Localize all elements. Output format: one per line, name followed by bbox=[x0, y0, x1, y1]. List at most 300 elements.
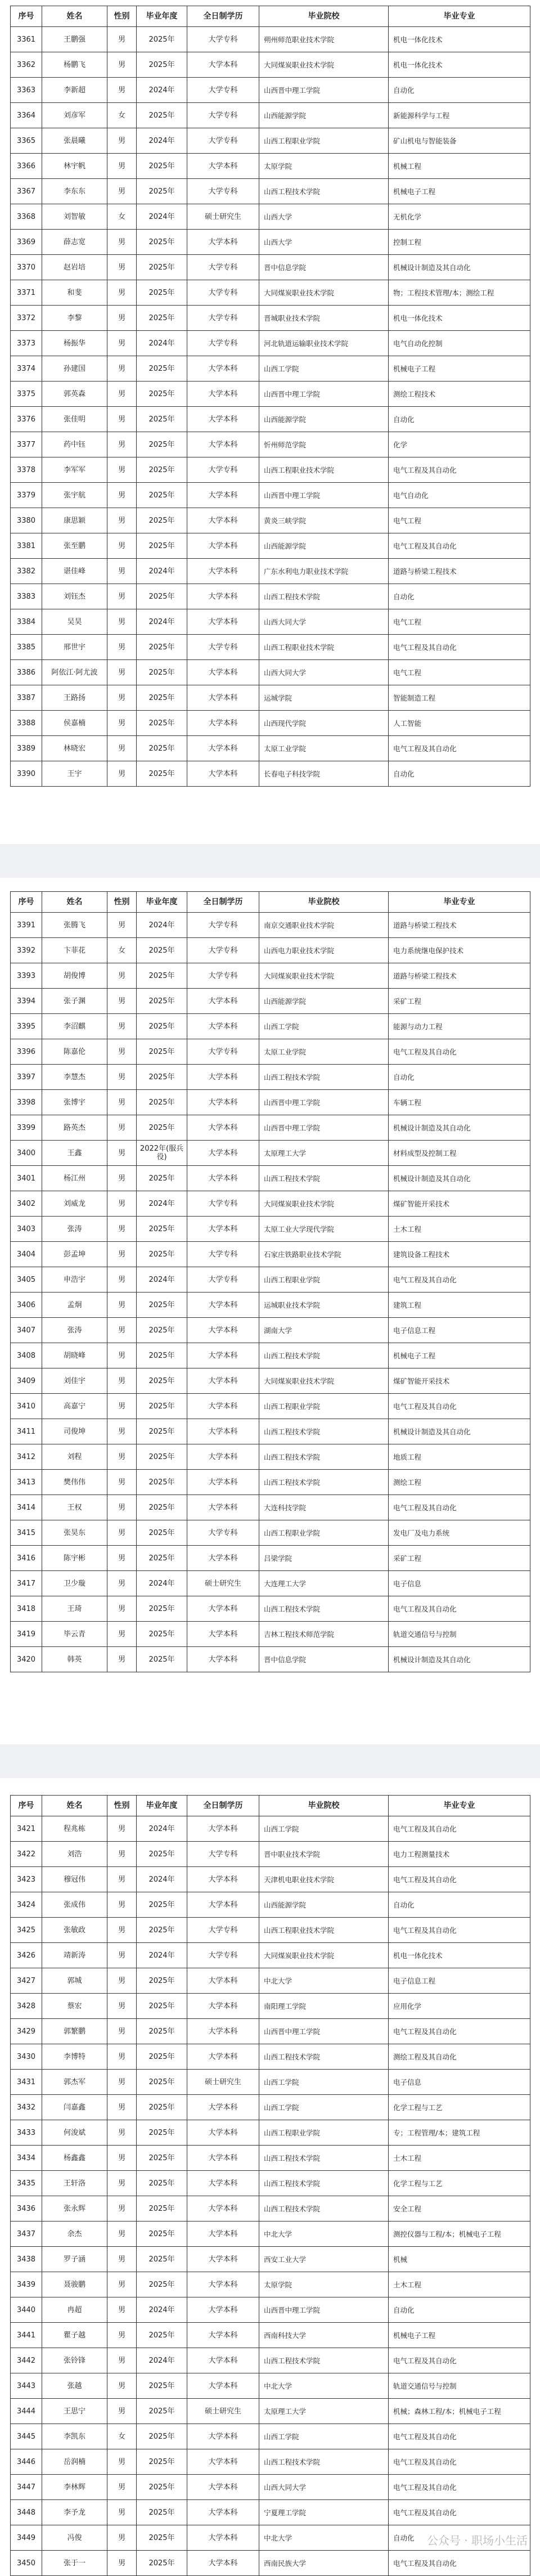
table-row bbox=[11, 2297, 530, 2323]
cell-number: 3443 bbox=[11, 2373, 42, 2399]
cell-major: 土木工程 bbox=[389, 1217, 530, 1242]
cell-major: 机械设计制造及其自动化 bbox=[389, 1647, 530, 1672]
cell-school: 运城职业技术学院 bbox=[259, 1293, 389, 1318]
cell-major: 机械设计制造及其自动化 bbox=[389, 255, 530, 280]
cell-education: 大学本科 bbox=[187, 2323, 259, 2348]
cell-education: 大学专科 bbox=[187, 306, 259, 331]
cell-major: 矿山机电与智能装备 bbox=[389, 128, 530, 154]
cell-name: 杨江州 bbox=[42, 1166, 107, 1191]
cell-number: 3398 bbox=[11, 1090, 42, 1115]
cell-major: 轨道交通信号与控制 bbox=[389, 2373, 530, 2399]
cell-name: 张腾飞 bbox=[42, 913, 107, 938]
cell-grad-year: 2025年 bbox=[137, 1842, 187, 1867]
cell-school: 山西工程职业技术学院 bbox=[259, 457, 389, 483]
cell-major: 自动化 bbox=[389, 584, 530, 609]
cell-gender: 男 bbox=[107, 736, 137, 761]
cell-grad-year: 2025年 bbox=[137, 2070, 187, 2095]
cell-grad-year: 2024年 bbox=[137, 559, 187, 584]
cell-name: 赵岩培 bbox=[42, 255, 107, 280]
cell-education: 大学本科 bbox=[187, 1994, 259, 2019]
cell-school: 太原理工大学 bbox=[259, 2399, 389, 2424]
cell-school: 山西能源学院 bbox=[259, 989, 389, 1014]
cell-school: 山西晋中理工学院 bbox=[259, 2297, 389, 2323]
cell-education: 大学专科 bbox=[187, 1242, 259, 1267]
cell-education: 大学本科 bbox=[187, 1368, 259, 1394]
cell-name: 和斐 bbox=[42, 280, 107, 306]
cell-grad-year: 2025年 bbox=[137, 1622, 187, 1647]
cell-major: 电子信息工程 bbox=[389, 1968, 530, 1994]
cell-name: 李林辉 bbox=[42, 2475, 107, 2500]
cell-gender: 男 bbox=[107, 1867, 137, 1892]
cell-major: 电气自动化控制 bbox=[389, 331, 530, 356]
table-row bbox=[11, 1191, 530, 1217]
cell-school: 吕梁学院 bbox=[259, 1546, 389, 1571]
cell-school: 宁夏理工学院 bbox=[259, 2500, 389, 2525]
table-row bbox=[11, 1141, 530, 1166]
cell-grad-year: 2025年 bbox=[137, 1994, 187, 2019]
roster-table bbox=[10, 1795, 530, 2576]
cell-grad-year: 2025年 bbox=[137, 255, 187, 280]
cell-number: 3428 bbox=[11, 1994, 42, 2019]
cell-gender: 男 bbox=[107, 2373, 137, 2399]
table-row bbox=[11, 1039, 530, 1065]
column-header: 全日制学历 bbox=[187, 6, 259, 27]
cell-education: 大学专科 bbox=[187, 457, 259, 483]
cell-grad-year: 2022年(服兵役) bbox=[137, 1141, 187, 1166]
cell-grad-year: 2024年 bbox=[137, 2297, 187, 2323]
cell-education: 大学本科 bbox=[187, 711, 259, 736]
cell-gender: 女 bbox=[107, 103, 137, 128]
cell-number: 3374 bbox=[11, 356, 42, 382]
cell-number: 3433 bbox=[11, 2120, 42, 2146]
cell-number: 3399 bbox=[11, 1115, 42, 1141]
page-gap bbox=[0, 1744, 540, 1778]
cell-number: 3449 bbox=[11, 2525, 42, 2551]
cell-major: 应用化学 bbox=[389, 1994, 530, 2019]
cell-name: 闫嘉鑫 bbox=[42, 2095, 107, 2120]
watermark-text: 公众号 · 职场小生活 bbox=[426, 2534, 528, 2547]
cell-major: 自动化 bbox=[389, 1892, 530, 1918]
cell-name: 郭杰军 bbox=[42, 2070, 107, 2095]
cell-grad-year: 2025年 bbox=[137, 1318, 187, 1343]
cell-number: 3387 bbox=[11, 685, 42, 711]
cell-major: 自动化 bbox=[389, 761, 530, 787]
cell-gender: 男 bbox=[107, 128, 137, 154]
column-header: 序号 bbox=[11, 1796, 42, 1816]
cell-school: 运城学院 bbox=[259, 685, 389, 711]
cell-gender: 男 bbox=[107, 1090, 137, 1115]
roster-table bbox=[10, 6, 530, 787]
cell-gender: 男 bbox=[107, 78, 137, 103]
cell-education: 大学本科 bbox=[187, 230, 259, 255]
cell-major: 电气工程及其自动化 bbox=[389, 1267, 530, 1293]
cell-number: 3373 bbox=[11, 331, 42, 356]
cell-grad-year: 2025年 bbox=[137, 179, 187, 204]
cell-name: 靖新涛 bbox=[42, 1943, 107, 1968]
cell-grad-year: 2025年 bbox=[137, 1242, 187, 1267]
cell-grad-year: 2025年 bbox=[137, 407, 187, 432]
cell-grad-year: 2025年 bbox=[137, 1343, 187, 1368]
cell-grad-year: 2025年 bbox=[137, 1470, 187, 1495]
cell-school: 晋中信息学院 bbox=[259, 1647, 389, 1672]
table-row bbox=[11, 1647, 530, 1672]
cell-number: 3365 bbox=[11, 128, 42, 154]
cell-major: 机械工程 bbox=[389, 154, 530, 179]
cell-school: 山西晋中理工学院 bbox=[259, 483, 389, 508]
table-row bbox=[11, 128, 530, 154]
cell-name: 李东东 bbox=[42, 179, 107, 204]
cell-education: 大学本科 bbox=[187, 1867, 259, 1892]
cell-education: 大学专科 bbox=[187, 27, 259, 52]
cell-education: 大学本科 bbox=[187, 2272, 259, 2297]
cell-school: 中北大学 bbox=[259, 1968, 389, 1994]
cell-education: 大学专科 bbox=[187, 1039, 259, 1065]
cell-school: 山西大同大学 bbox=[259, 2475, 389, 2500]
cell-grad-year: 2025年 bbox=[137, 1495, 187, 1520]
cell-school: 山西工程技术学院 bbox=[259, 584, 389, 609]
cell-number: 3364 bbox=[11, 103, 42, 128]
cell-number: 3419 bbox=[11, 1622, 42, 1647]
cell-gender: 男 bbox=[107, 989, 137, 1014]
column-header: 毕业院校 bbox=[259, 6, 389, 27]
cell-grad-year: 2025年 bbox=[137, 1968, 187, 1994]
cell-school: 山西晋中理工学院 bbox=[259, 78, 389, 103]
cell-name: 李新超 bbox=[42, 78, 107, 103]
table-row bbox=[11, 1520, 530, 1546]
table-row bbox=[11, 2272, 530, 2297]
cell-number: 3382 bbox=[11, 559, 42, 584]
cell-education: 大学本科 bbox=[187, 1115, 259, 1141]
cell-major: 机电一体化技术 bbox=[389, 1943, 530, 1968]
table-row bbox=[11, 2222, 530, 2247]
cell-name: 刘浩 bbox=[42, 1842, 107, 1867]
cell-grad-year: 2024年 bbox=[137, 1191, 187, 1217]
cell-major: 测绘工程技术 bbox=[389, 382, 530, 407]
cell-education: 大学本科 bbox=[187, 533, 259, 559]
cell-school: 山西大同大学 bbox=[259, 609, 389, 635]
cell-grad-year: 2025年 bbox=[137, 382, 187, 407]
cell-gender: 男 bbox=[107, 1470, 137, 1495]
cell-number: 3441 bbox=[11, 2323, 42, 2348]
cell-number: 3400 bbox=[11, 1141, 42, 1166]
column-header: 毕业院校 bbox=[259, 892, 389, 913]
cell-gender: 男 bbox=[107, 2120, 137, 2146]
cell-education: 大学专科 bbox=[187, 635, 259, 660]
cell-number: 3436 bbox=[11, 2196, 42, 2222]
cell-education: 大学本科 bbox=[187, 1470, 259, 1495]
table-row bbox=[11, 2348, 530, 2373]
cell-number: 3447 bbox=[11, 2475, 42, 2500]
cell-school: 山西工程技术学院 bbox=[259, 1444, 389, 1470]
cell-school: 黄炎三峡学院 bbox=[259, 508, 389, 533]
cell-gender: 男 bbox=[107, 1994, 137, 2019]
cell-gender: 男 bbox=[107, 1842, 137, 1867]
cell-gender: 男 bbox=[107, 306, 137, 331]
cell-school: 山西工学院 bbox=[259, 1816, 389, 1842]
cell-grad-year: 2025年 bbox=[137, 1647, 187, 1672]
cell-number: 3423 bbox=[11, 1867, 42, 1892]
cell-name: 卫少璇 bbox=[42, 1571, 107, 1596]
cell-major: 机电一体化技术 bbox=[389, 52, 530, 78]
cell-school: 山西能源学院 bbox=[259, 1892, 389, 1918]
cell-gender: 男 bbox=[107, 913, 137, 938]
cell-number: 3376 bbox=[11, 407, 42, 432]
cell-grad-year: 2025年 bbox=[137, 1918, 187, 1943]
cell-major: 采矿工程 bbox=[389, 1546, 530, 1571]
cell-education: 大学专科 bbox=[187, 78, 259, 103]
cell-gender: 男 bbox=[107, 1242, 137, 1267]
cell-grad-year: 2025年 bbox=[137, 2323, 187, 2348]
cell-gender: 男 bbox=[107, 356, 137, 382]
table-row bbox=[11, 2095, 530, 2120]
cell-name: 刘智敏 bbox=[42, 204, 107, 230]
table-row bbox=[11, 154, 530, 179]
cell-education: 大学本科 bbox=[187, 1014, 259, 1039]
cell-gender: 男 bbox=[107, 230, 137, 255]
cell-name: 刘钰杰 bbox=[42, 584, 107, 609]
cell-gender: 男 bbox=[107, 2551, 137, 2576]
cell-gender: 男 bbox=[107, 609, 137, 635]
table-row bbox=[11, 407, 530, 432]
cell-gender: 男 bbox=[107, 533, 137, 559]
cell-education: 大学本科 bbox=[187, 1090, 259, 1115]
cell-gender: 男 bbox=[107, 1039, 137, 1065]
cell-education: 大学本科 bbox=[187, 2171, 259, 2196]
cell-school: 大同煤炭职业技术学院 bbox=[259, 1191, 389, 1217]
cell-school: 南阳理工学院 bbox=[259, 1994, 389, 2019]
cell-gender: 男 bbox=[107, 179, 137, 204]
cell-education: 硕士研究生 bbox=[187, 1571, 259, 1596]
cell-gender: 男 bbox=[107, 2272, 137, 2297]
cell-grad-year: 2024年 bbox=[137, 204, 187, 230]
cell-number: 3414 bbox=[11, 1495, 42, 1520]
cell-major: 电子信息 bbox=[389, 1571, 530, 1596]
cell-name: 王权 bbox=[42, 1495, 107, 1520]
cell-grad-year: 2025年 bbox=[137, 483, 187, 508]
cell-grad-year: 2025年 bbox=[137, 2196, 187, 2222]
cell-school: 山西电力职业技术学院 bbox=[259, 938, 389, 963]
table-row bbox=[11, 1943, 530, 1968]
column-header: 性别 bbox=[107, 892, 137, 913]
cell-name: 韩英 bbox=[42, 1647, 107, 1672]
cell-major: 土木工程 bbox=[389, 2146, 530, 2171]
cell-school: 大同煤炭职业技术学院 bbox=[259, 1368, 389, 1394]
cell-major: 机械电子工程 bbox=[389, 179, 530, 204]
cell-education: 大学专科 bbox=[187, 913, 259, 938]
cell-gender: 男 bbox=[107, 1318, 137, 1343]
cell-grad-year: 2025年 bbox=[137, 1419, 187, 1444]
cell-education: 大学专科 bbox=[187, 1520, 259, 1546]
cell-major: 道路与桥梁工程技术 bbox=[389, 963, 530, 989]
cell-name: 阿依江·阿尤波 bbox=[42, 660, 107, 685]
cell-number: 3429 bbox=[11, 2019, 42, 2044]
table-row bbox=[11, 52, 530, 78]
cell-school: 太原学院 bbox=[259, 154, 389, 179]
cell-major: 电气工程及其自动化 bbox=[389, 2348, 530, 2373]
cell-gender: 男 bbox=[107, 660, 137, 685]
cell-school: 山西工程技术学院 bbox=[259, 1166, 389, 1191]
cell-gender: 男 bbox=[107, 280, 137, 306]
cell-gender: 男 bbox=[107, 584, 137, 609]
cell-grad-year: 2024年 bbox=[137, 78, 187, 103]
cell-number: 3417 bbox=[11, 1571, 42, 1596]
table-row bbox=[11, 1968, 530, 1994]
cell-major: 电气工程及其自动化 bbox=[389, 736, 530, 761]
cell-grad-year: 2025年 bbox=[137, 2146, 187, 2171]
cell-school: 山西能源学院 bbox=[259, 103, 389, 128]
cell-gender: 男 bbox=[107, 1217, 137, 1242]
cell-name: 张涛 bbox=[42, 1217, 107, 1242]
cell-gender: 男 bbox=[107, 27, 137, 52]
cell-name: 邢世宇 bbox=[42, 635, 107, 660]
cell-name: 王琦 bbox=[42, 1596, 107, 1622]
cell-major: 机电一体化技术 bbox=[389, 27, 530, 52]
cell-grad-year: 2025年 bbox=[137, 103, 187, 128]
cell-number: 3379 bbox=[11, 483, 42, 508]
table-row bbox=[11, 1166, 530, 1191]
cell-education: 大学本科 bbox=[187, 154, 259, 179]
cell-grad-year: 2025年 bbox=[137, 533, 187, 559]
cell-major: 电气工程及其自动化 bbox=[389, 2475, 530, 2500]
table-row bbox=[11, 559, 530, 584]
cell-grad-year: 2024年 bbox=[137, 913, 187, 938]
cell-education: 大学本科 bbox=[187, 1293, 259, 1318]
cell-gender: 男 bbox=[107, 2095, 137, 2120]
table-row bbox=[11, 280, 530, 306]
cell-gender: 男 bbox=[107, 1647, 137, 1672]
table-row bbox=[11, 1546, 530, 1571]
cell-education: 大学本科 bbox=[187, 2348, 259, 2373]
cell-number: 3391 bbox=[11, 913, 42, 938]
cell-education: 大学本科 bbox=[187, 2551, 259, 2576]
cell-gender: 男 bbox=[107, 2070, 137, 2095]
cell-school: 大同煤炭职业技术学院 bbox=[259, 280, 389, 306]
cell-school: 大同煤炭职业技术学院 bbox=[259, 963, 389, 989]
cell-number: 3420 bbox=[11, 1647, 42, 1672]
cell-major: 化学工程与工艺 bbox=[389, 2171, 530, 2196]
cell-name: 何浚斌 bbox=[42, 2120, 107, 2146]
cell-school: 大同煤炭职业技术学院 bbox=[259, 1943, 389, 1968]
cell-number: 3397 bbox=[11, 1065, 42, 1090]
cell-name: 程兆栋 bbox=[42, 1816, 107, 1842]
table-row bbox=[11, 913, 530, 938]
cell-name: 樊伟伟 bbox=[42, 1470, 107, 1495]
cell-education: 大学本科 bbox=[187, 1065, 259, 1090]
cell-name: 郭城 bbox=[42, 1968, 107, 1994]
cell-name: 孟炯 bbox=[42, 1293, 107, 1318]
cell-education: 大学本科 bbox=[187, 1647, 259, 1672]
cell-name: 张至鹏 bbox=[42, 533, 107, 559]
cell-name: 穆冠伟 bbox=[42, 1867, 107, 1892]
cell-education: 大学本科 bbox=[187, 2297, 259, 2323]
cell-grad-year: 2025年 bbox=[137, 2424, 187, 2449]
cell-grad-year: 2025年 bbox=[137, 2500, 187, 2525]
cell-education: 大学专科 bbox=[187, 280, 259, 306]
cell-school: 太原工业学院 bbox=[259, 1039, 389, 1065]
cell-major: 物；工程技术管理/本；测绘工程 bbox=[389, 280, 530, 306]
cell-education: 硕士研究生 bbox=[187, 2399, 259, 2424]
cell-school: 山西工程技术学院 bbox=[259, 1343, 389, 1368]
cell-name: 侯嘉楠 bbox=[42, 711, 107, 736]
cell-gender: 男 bbox=[107, 685, 137, 711]
cell-education: 大学本科 bbox=[187, 1141, 259, 1166]
cell-grad-year: 2024年 bbox=[137, 1867, 187, 1892]
table-row bbox=[11, 2373, 530, 2399]
cell-school: 河北轨道运输职业技术学院 bbox=[259, 331, 389, 356]
cell-name: 张博宇 bbox=[42, 1090, 107, 1115]
cell-grad-year: 2025年 bbox=[137, 963, 187, 989]
cell-gender: 男 bbox=[107, 1368, 137, 1394]
cell-name: 张晨曦 bbox=[42, 128, 107, 154]
cell-gender: 男 bbox=[107, 1892, 137, 1918]
cell-name: 蔡宏 bbox=[42, 1994, 107, 2019]
cell-number: 3431 bbox=[11, 2070, 42, 2095]
column-header: 全日制学历 bbox=[187, 1796, 259, 1816]
cell-major: 电气自动化 bbox=[389, 483, 530, 508]
cell-name: 张涛 bbox=[42, 1318, 107, 1343]
cell-number: 3403 bbox=[11, 1217, 42, 1242]
roster-table bbox=[10, 891, 530, 1672]
cell-major: 机械电子工程 bbox=[389, 356, 530, 382]
cell-gender: 男 bbox=[107, 711, 137, 736]
cell-education: 大学本科 bbox=[187, 2222, 259, 2247]
cell-grad-year: 2025年 bbox=[137, 356, 187, 382]
table-row bbox=[11, 2399, 530, 2424]
cell-school: 山西工学院 bbox=[259, 2095, 389, 2120]
cell-education: 大学本科 bbox=[187, 584, 259, 609]
cell-grad-year: 2025年 bbox=[137, 1115, 187, 1141]
cell-major: 轨道交通信号与控制 bbox=[389, 1622, 530, 1647]
cell-school: 山西工程技术学院 bbox=[259, 2146, 389, 2171]
cell-major: 采矿工程 bbox=[389, 989, 530, 1014]
cell-school: 山西工程技术学院 bbox=[259, 1065, 389, 1090]
cell-major: 测绘工程及其自动化 bbox=[389, 2044, 530, 2070]
cell-grad-year: 2024年 bbox=[137, 128, 187, 154]
cell-number: 3425 bbox=[11, 1918, 42, 1943]
cell-major: 电气工程及其自动化 bbox=[389, 1394, 530, 1419]
cell-gender: 男 bbox=[107, 1816, 137, 1842]
cell-name: 彭孟坤 bbox=[42, 1242, 107, 1267]
cell-grad-year: 2025年 bbox=[137, 1090, 187, 1115]
cell-school: 太原学院 bbox=[259, 2272, 389, 2297]
table-row bbox=[11, 685, 530, 711]
cell-gender: 男 bbox=[107, 1546, 137, 1571]
cell-name: 王路扬 bbox=[42, 685, 107, 711]
cell-name: 王思宁 bbox=[42, 2399, 107, 2424]
cell-education: 大学本科 bbox=[187, 1495, 259, 1520]
cell-number: 3444 bbox=[11, 2399, 42, 2424]
cell-grad-year: 2025年 bbox=[137, 2120, 187, 2146]
cell-name: 薛志宽 bbox=[42, 230, 107, 255]
cell-major: 测绘工程 bbox=[389, 1470, 530, 1495]
cell-major: 专；工程管理/本；建筑工程 bbox=[389, 2120, 530, 2146]
cell-major: 电气工程及其自动化 bbox=[389, 1039, 530, 1065]
cell-school: 大连科技学院 bbox=[259, 1495, 389, 1520]
cell-grad-year: 2025年 bbox=[137, 508, 187, 533]
cell-number: 3437 bbox=[11, 2222, 42, 2247]
cell-number: 3385 bbox=[11, 635, 42, 660]
cell-gender: 男 bbox=[107, 2196, 137, 2222]
cell-name: 冯俊 bbox=[42, 2525, 107, 2551]
cell-school: 山西能源学院 bbox=[259, 407, 389, 432]
cell-school: 山西大同大学 bbox=[259, 660, 389, 685]
cell-major: 电气工程及其自动化 bbox=[389, 635, 530, 660]
cell-gender: 男 bbox=[107, 2500, 137, 2525]
cell-number: 3362 bbox=[11, 52, 42, 78]
cell-number: 3386 bbox=[11, 660, 42, 685]
cell-gender: 男 bbox=[107, 508, 137, 533]
cell-school: 朔州师范职业技术学院 bbox=[259, 27, 389, 52]
